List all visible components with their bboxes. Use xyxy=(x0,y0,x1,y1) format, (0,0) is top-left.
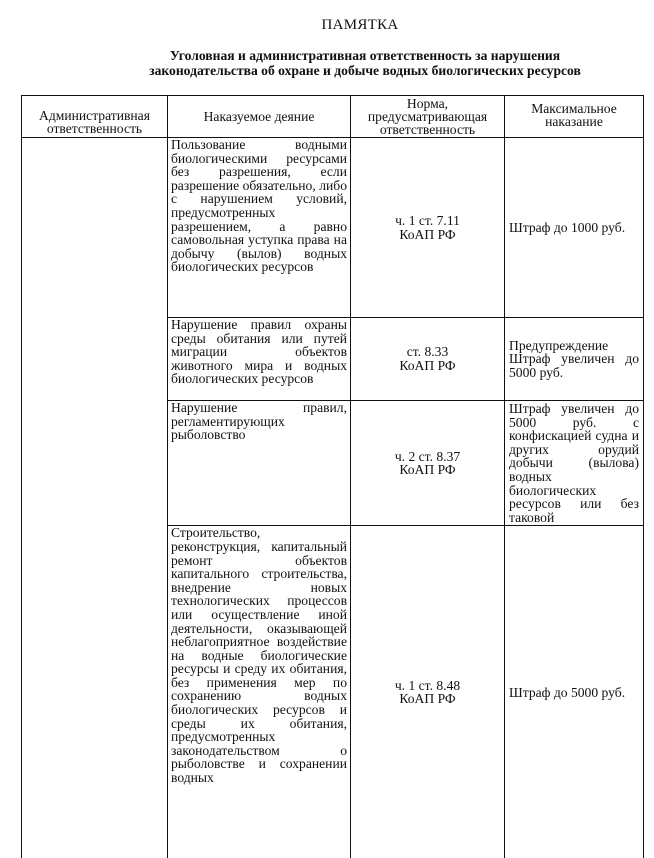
norm-article: ч. 1 ст. 7.11 xyxy=(355,214,500,228)
header-norm: Норма, предусматривающая ответственность xyxy=(351,96,505,138)
penalty-cell xyxy=(505,318,644,401)
norm-code: КоАП РФ xyxy=(355,228,500,242)
penalty-warning: Предупреждение xyxy=(509,339,639,353)
subtitle-line-2: законодательства об охране и добыче водных биологических ресурсов xyxy=(60,63,654,78)
category-cell xyxy=(22,138,168,858)
subtitle-line-1: Уголовная и административная ответственность за нарушения xyxy=(60,48,654,63)
penalty-cell: Штраф до 5000 руб. xyxy=(505,526,644,858)
table-header-row xyxy=(22,96,644,138)
norm-code: КоАП РФ xyxy=(355,463,500,477)
norm-cell xyxy=(351,138,505,318)
norm-article: ч. 2 ст. 8.37 xyxy=(355,450,500,464)
penalty-fine: Штраф увеличен до 5000 руб. xyxy=(509,352,639,379)
header-offense: Наказуемое деяние xyxy=(168,96,351,138)
document-subtitle xyxy=(60,48,654,78)
penalty-cell: Штраф увеличен до 5000 руб. с конфискацией судна и других орудий добычи (вылова) водных биологических ресурсов или без таковой xyxy=(505,401,644,526)
page-title: ПАМЯТКА xyxy=(0,17,654,34)
norm-article: ч. 1 ст. 8.48 xyxy=(355,679,500,693)
header-administrative-liability: Административная ответственность xyxy=(22,96,168,138)
norm-article: ст. 8.33 xyxy=(355,345,500,359)
table-row xyxy=(22,138,644,318)
offense-cell: Пользование водными биологическими ресурсами без разрешения, если разрешение обязательно, либо с нарушением условий, предусмотренных разрешением, а равно самовольная уступка права на добычу (вылов) водных биологических ресурсов xyxy=(168,138,351,318)
norm-code: КоАП РФ xyxy=(355,692,500,706)
norm-cell xyxy=(351,318,505,401)
offense-cell: Нарушение правил, регламентирующих рыболовство xyxy=(168,401,351,526)
offense-cell: Нарушение правил охраны среды обитания или путей миграции объектов животного мира и водных биологических ресурсов xyxy=(168,318,351,401)
norm-code: КоАП РФ xyxy=(355,359,500,373)
norm-cell xyxy=(351,526,505,858)
offense-cell: Строительство, реконструкция, капитальный ремонт объектов капитального строительства, внедрение новых технологических процессов или осуществление иной деятельности, оказывающей неблагоприятное воздействие на водные биологические ресурсы и среду их обитания, без применения мер по сохранению водных биологических ресурсов и среды их обитания, предусмотренных законодательством о рыболовстве и сохранении водных xyxy=(168,526,351,858)
norm-cell xyxy=(351,401,505,526)
liability-table xyxy=(21,95,644,858)
penalty-cell: Штраф до 1000 руб. xyxy=(505,138,644,318)
header-max-penalty: Максимальное наказание xyxy=(505,96,644,138)
